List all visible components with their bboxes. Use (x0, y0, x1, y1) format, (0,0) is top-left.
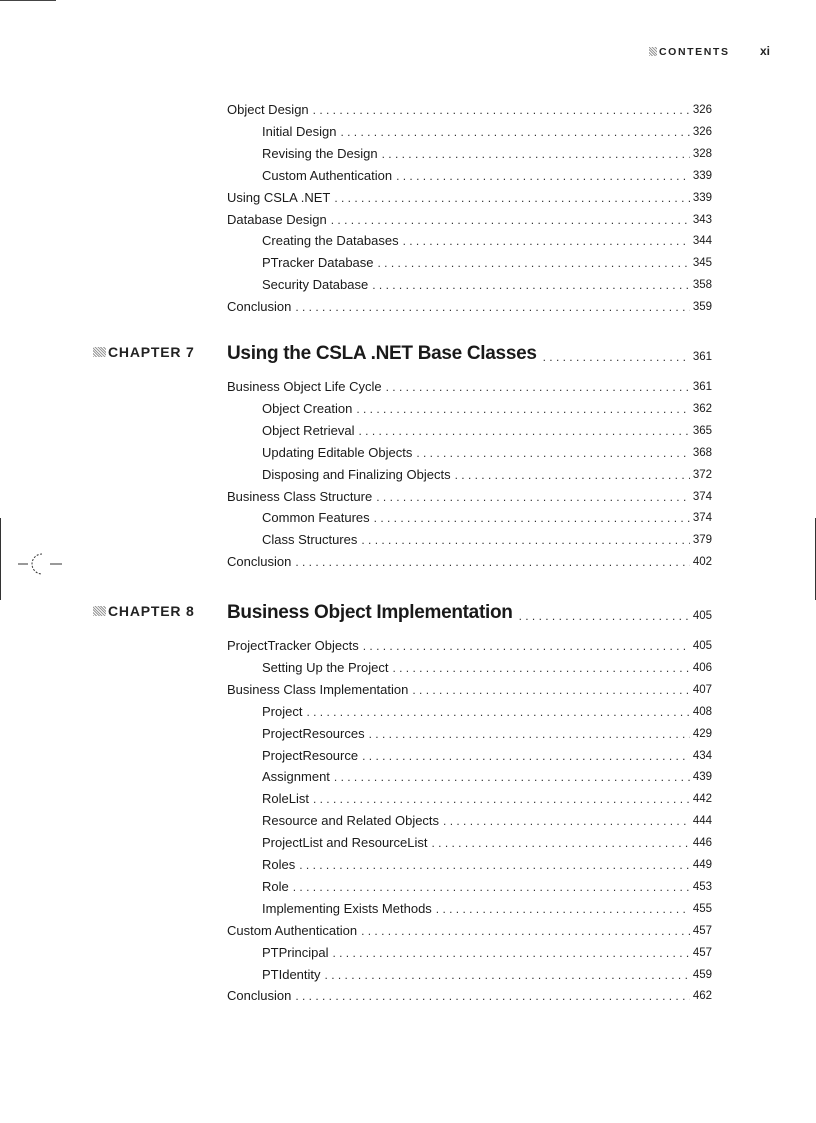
entry-label: ProjectList and ResourceList (262, 835, 428, 851)
entry-label: Conclusion (227, 988, 292, 1004)
leader-dots (455, 467, 690, 483)
toc-subentry[interactable] (262, 528, 712, 548)
entry-page-number: 343 (692, 213, 712, 226)
leader-dots (519, 607, 690, 625)
leader-dots (358, 423, 689, 439)
leader-dots (412, 682, 689, 698)
toc-entry[interactable] (227, 186, 712, 206)
leader-dots (416, 445, 690, 461)
leader-dots (382, 146, 690, 162)
entry-label: PTPrincipal (262, 944, 329, 960)
toc-subentry[interactable] (262, 722, 712, 742)
toc-entry[interactable] (227, 98, 712, 118)
entry-label: Security Database (262, 277, 369, 293)
toc-subentry[interactable] (262, 875, 712, 895)
toc-entry[interactable] (227, 984, 712, 1004)
entry-label: Object Design (227, 102, 309, 117)
leader-dots (293, 879, 690, 895)
leader-dots (431, 835, 689, 851)
entry-page-number: 455 (692, 902, 712, 915)
entry-page-number: 345 (692, 257, 712, 270)
toc-subentry[interactable] (262, 744, 712, 764)
entry-label: Business Class Structure (227, 488, 373, 504)
entry-label: Common Features (262, 510, 370, 526)
entry-page-number: 361 (692, 381, 712, 393)
leader-dots (374, 510, 690, 526)
entry-page-number: 434 (692, 749, 712, 762)
entry-page-number: 372 (692, 468, 712, 481)
header-title: CONTENTS (659, 46, 730, 58)
entry-label: Disposing and Finalizing Objects (262, 466, 451, 482)
leader-dots (331, 212, 690, 228)
entry-page-number: 449 (692, 859, 712, 871)
entry-page-number: 379 (692, 534, 712, 547)
entry-label: Class Structures (262, 532, 358, 548)
chapter-title-row[interactable] (227, 595, 712, 625)
leader-dots (295, 988, 689, 1004)
chapter-number: CHAPTER 7 (108, 344, 195, 360)
entry-label: Roles (262, 857, 296, 872)
toc-subentry[interactable] (262, 142, 712, 162)
leader-dots (361, 532, 689, 548)
entry-page-number: 339 (692, 169, 712, 182)
chapter-page-number: 405 (692, 610, 712, 622)
leader-dots (313, 102, 690, 118)
entry-page-number: 453 (692, 880, 712, 893)
entry-page-number: 407 (692, 683, 712, 696)
toc-entry[interactable] (227, 375, 712, 395)
toc-subentry[interactable] (262, 120, 712, 140)
leader-dots (396, 168, 690, 184)
entry-page-number: 406 (692, 661, 712, 674)
chapter-mark-icon (93, 347, 106, 357)
leader-dots (543, 348, 690, 366)
entry-label: ProjectResources (262, 725, 365, 741)
leader-dots (378, 255, 690, 271)
toc-entry[interactable] (227, 295, 712, 315)
leader-dots (306, 704, 689, 720)
entry-page-number: 444 (692, 815, 712, 828)
toc-subentry[interactable] (262, 506, 712, 526)
toc-subentry[interactable] (262, 700, 712, 720)
entry-label: Business Object Life Cycle (227, 379, 382, 394)
toc-subentry[interactable] (262, 441, 712, 461)
leader-dots (392, 660, 689, 676)
entry-page-number: 408 (692, 705, 712, 718)
toc-subentry[interactable] (262, 809, 712, 829)
entry-page-number: 429 (692, 727, 712, 740)
entry-label: ProjectTracker Objects (227, 638, 359, 653)
toc-subentry[interactable] (262, 897, 712, 917)
entry-label: Revising the Design (262, 145, 378, 161)
entry-label: Custom Authentication (262, 167, 393, 183)
toc-entry[interactable] (227, 550, 712, 570)
entry-page-number: 442 (692, 793, 712, 806)
entry-label: Object Creation (262, 400, 353, 416)
running-header (0, 44, 816, 62)
entry-page-number: 402 (692, 556, 712, 569)
leader-dots (340, 124, 689, 140)
entry-page-number: 344 (692, 235, 712, 248)
leader-dots (334, 769, 690, 785)
entry-page-number: 326 (692, 125, 712, 138)
chapter-heading (0, 336, 816, 366)
leader-dots (443, 813, 690, 829)
entry-page-number: 459 (692, 968, 712, 981)
entry-page-number: 339 (692, 191, 712, 204)
entry-page-number: 457 (692, 946, 712, 959)
entry-label: Conclusion (227, 299, 292, 315)
header-mark-icon (649, 47, 657, 56)
entry-label: PTIdentity (262, 966, 321, 982)
entry-label: RoleList (262, 791, 309, 807)
entry-page-number: 359 (692, 301, 712, 314)
entry-page-number: 374 (692, 490, 712, 503)
chapter-mark-icon (93, 606, 106, 616)
toc-subentry[interactable] (262, 229, 712, 249)
leader-dots (295, 554, 689, 570)
entry-page-number: 446 (692, 837, 712, 850)
leader-dots (295, 299, 689, 315)
leader-dots (369, 726, 690, 742)
entry-label: Assignment (262, 769, 330, 785)
leader-dots (356, 401, 689, 417)
chapter-title: Using the CSLA .NET Base Classes (227, 343, 537, 364)
entry-page-number: 365 (692, 424, 712, 437)
toc-entry[interactable] (227, 485, 712, 505)
entry-label: Updating Editable Objects (262, 444, 413, 460)
toc-subentry[interactable] (262, 656, 712, 676)
toc-subentry[interactable] (262, 963, 712, 983)
toc-subentry[interactable] (262, 251, 712, 271)
corner-rule (0, 0, 56, 1)
entry-page-number: 462 (692, 990, 712, 1003)
toc-subentry[interactable] (262, 831, 712, 851)
entry-label: Implementing Exists Methods (262, 900, 432, 916)
entry-page-number: 457 (692, 924, 712, 937)
toc-subentry[interactable] (262, 419, 712, 439)
chapter-label (93, 344, 195, 360)
entry-page-number: 439 (692, 771, 712, 784)
entry-label: Creating the Databases (262, 233, 399, 249)
leader-dots (334, 190, 689, 206)
entry-page-number: 362 (692, 402, 712, 415)
leader-dots (325, 967, 690, 983)
toc-subentry[interactable] (262, 397, 712, 417)
toc-subentry[interactable] (262, 273, 712, 293)
toc-entry[interactable] (227, 678, 712, 698)
entry-label: ProjectResource (262, 747, 359, 763)
toc-subentry[interactable] (262, 853, 712, 873)
registration-mark-icon (18, 551, 62, 577)
leader-dots (386, 379, 690, 395)
entry-label: Conclusion (227, 554, 292, 570)
chapter-heading (0, 595, 816, 625)
toc-entry[interactable] (227, 634, 712, 654)
leader-dots (362, 748, 690, 764)
entry-label: Setting Up the Project (262, 659, 389, 675)
leader-dots (403, 233, 690, 249)
chapter-title-row[interactable] (227, 336, 712, 366)
entry-label: Resource and Related Objects (262, 813, 440, 829)
entry-page-number: 405 (692, 640, 712, 652)
entry-page-number: 374 (692, 512, 712, 525)
entry-label: Project (262, 703, 303, 719)
toc-subentry[interactable] (262, 765, 712, 785)
entry-label: Initial Design (262, 123, 337, 139)
chapter-label (93, 603, 195, 619)
entry-page-number: 358 (692, 279, 712, 292)
chapter-title: Business Object Implementation (227, 602, 513, 623)
entry-label: Role (262, 878, 289, 894)
toc-subentry[interactable] (262, 941, 712, 961)
toc-subentry[interactable] (262, 787, 712, 807)
toc-subentry[interactable] (262, 164, 712, 184)
entry-label: Custom Authentication (227, 922, 358, 938)
leader-dots (313, 791, 690, 807)
chapter-number: CHAPTER 8 (108, 603, 195, 619)
entry-label: PTracker Database (262, 255, 374, 271)
header-page-number: xi (760, 44, 771, 58)
leader-dots (376, 489, 690, 505)
entry-label: Using CSLA .NET (227, 189, 331, 205)
leader-dots (299, 857, 690, 873)
entry-label: Business Class Implementation (227, 681, 409, 697)
toc-entry[interactable] (227, 919, 712, 939)
leader-dots (372, 277, 690, 293)
entry-page-number: 326 (692, 104, 712, 116)
leader-dots (332, 945, 689, 961)
entry-label: Database Design (227, 211, 327, 227)
toc-entry[interactable] (227, 208, 712, 228)
entry-page-number: 368 (692, 446, 712, 459)
leader-dots (361, 923, 690, 939)
toc-subentry[interactable] (262, 463, 712, 483)
left-edge-rule (0, 518, 1, 600)
chapter-page-number: 361 (692, 351, 712, 363)
leader-dots (436, 901, 690, 917)
entry-page-number: 328 (692, 147, 712, 160)
entry-label: Object Retrieval (262, 422, 355, 438)
leader-dots (363, 638, 690, 654)
